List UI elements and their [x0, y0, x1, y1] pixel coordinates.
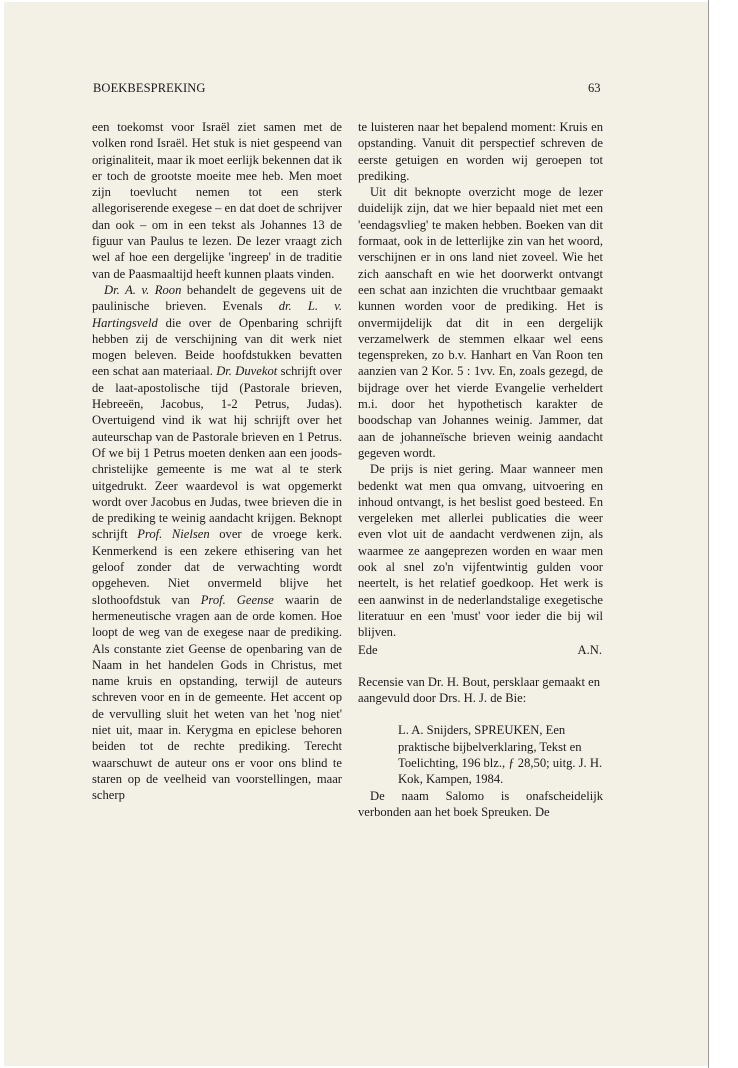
scan-margin [710, 0, 738, 1068]
author-name: dr. L. v. Hartingsveld [92, 299, 343, 330]
paragraph: een toekomst voor Israël ziet samen met de volken rond Israël. Het stuk is niet gespeend van originaliteit, maar ik moet eerlijk bekennen dat ik er toch de grootste moeite mee heb. Men moet zijn toevlucht nemen tot een sterk allegoriserende exegese – en dat doet de schrijver dan ook – om in een tekst als Johannes 13 de figuur van Paulus te lezen. De lezer vraagt zich wel af hoe een dergelijke 'ingreep' in de traditie van de Paasmaaltijd heeft kunnen plaats vinden. [92, 120, 343, 281]
author-name: Dr. A. v. Roon [104, 282, 182, 297]
paragraph-text: over de vroege kerk. Kenmerkend is een zekere ethisering van het geloof zonder dat de verwachting wordt opgeheven. Niet onvermeld blijve het slothoofdstuk van [92, 527, 342, 607]
paragraph: De prijs is niet gering. Maar wanneer men bedenkt wat men qua omvang, uitvoering en inhoud ontvangt, is het beslist goed besteed. En vergeleken met allerlei publicaties die weer even vlot uit de aandacht verdwenen zijn, als waarmee ze aangeprezen worden en waar men ook al snel zo'n vijfentwintig gulden voor neertelt, is het relatief goedkoop. Het werk is een aanwinst in de nederlandstalige exegetische literatuur en een 'must' voor ieder die bij wil blijven. [358, 462, 603, 640]
paragraph-text: waarin de hermeneutische vragen aan de orde komen. Hoe loopt de weg van de exegese naar de prediking. Als constante ziet Geense de openbaring van de Naam in het handelen Gods in Christus, met name kruis en opstanding, terwijl de auteurs schreven voor en in de gemeente. Het accent op de vervulling sluit het weten van het 'nog niet' niet uit, maar in. Kerygma en epiclese behoren beiden tot de rechte prediking. Terecht waarschuwt de auteur ons er voor ons blind te staren op de veelheid van voorstellingen, maar scherp [92, 592, 342, 803]
signoff-place: Ede [358, 642, 378, 657]
paragraph: De naam Salomo is onafscheidelijk verbonden aan het boek Spreuken. De [358, 788, 603, 819]
signoff-initials: A.N. [577, 642, 602, 657]
review-signoff [358, 642, 602, 658]
paragraph: Uit dit beknopte overzicht moge de lezer duidelijk zijn, dat we hier bepaald niet met een 'eendagsvlieg' te maken hebben. Boeken van dit formaat, ook in de letterlijke zin van het woord, verschijnen er in ons land niet zoveel. Wie het zich aanschaft en wie het doorwerkt ontvangt een schat aan inzichten die vruchtbaar gemaakt kunnen worden voor de prediking. Het is onvermijdelijk dat dit in een dergelijk verzamelwerk de stemmen elkaar wel eens tegenspreken, zo b.v. Hanhart en Van Roon ten aanzien van 2 Kor. 5 : 1vv. En, zoals gezegd, de bijdrage over het vierde Evangelie verheldert m.i. door het hypothetisch karakter de boodschap van Johannes weinig. Jammer, dat aan de johanneïsche brieven weinig aandacht gegeven wordt. [358, 185, 603, 460]
bibliographic-entry: L. A. Snijders, SPREUKEN, Een praktische bijbelverklaring, Tekst en Toelichting, 196 blz., ƒ 28,50; uitg. J. H. Kok, Kampen, 1984. [398, 723, 603, 787]
right-column [358, 119, 603, 820]
paragraph-text: die over de Openbaring schrijft hebben zij de verschijning van dit werk niet mogen beleven. Beide hoofdstukken bevatten een schat aan materiaal. [92, 315, 342, 379]
paragraph [92, 282, 342, 804]
section-spacer [358, 658, 603, 674]
page-number: 63 [588, 81, 601, 95]
paragraph-text: behandelt de gegevens uit de paulinische brieven. Evenals [92, 282, 342, 314]
left-column [92, 119, 342, 803]
book-page [4, 2, 708, 1066]
running-head: BOEKBESPREKING [93, 81, 206, 95]
author-name: Prof. Geense [200, 592, 274, 607]
author-name: Dr. Duvekot [216, 364, 278, 379]
paragraph: te luisteren naar het bepalend moment: Kruis en opstanding. Vanuit dit perspectief schreven de eerste getuigen en worden wij geroepen tot prediking. [358, 120, 603, 183]
page-edge-line [708, 0, 709, 1068]
author-name: Prof. Nielsen [137, 527, 210, 542]
paragraph-text: schrijft over de laat-apostolische tijd (Pastorale brieven, Hebreeën, Jacobus, 1-2 Petrus, Judas). Overtuigend vind ik wat hij schrijft over het auteurschap van de Pastorale brieven en 1 Petrus. Of we bij 1 Petrus moeten denken aan een joods-christelijke gemeente is me wat al te sterk uitgedrukt. Zeer waardevol is wat opgemerkt wordt over Jacobus en Judas, twee brieven die in de prediking te weinig aandacht krijgen. Beknopt schrijft [92, 364, 343, 542]
review-note: Recensie van Dr. H. Bout, persklaar gemaakt en aangevuld door Drs. H. J. de Bie: [358, 674, 600, 706]
